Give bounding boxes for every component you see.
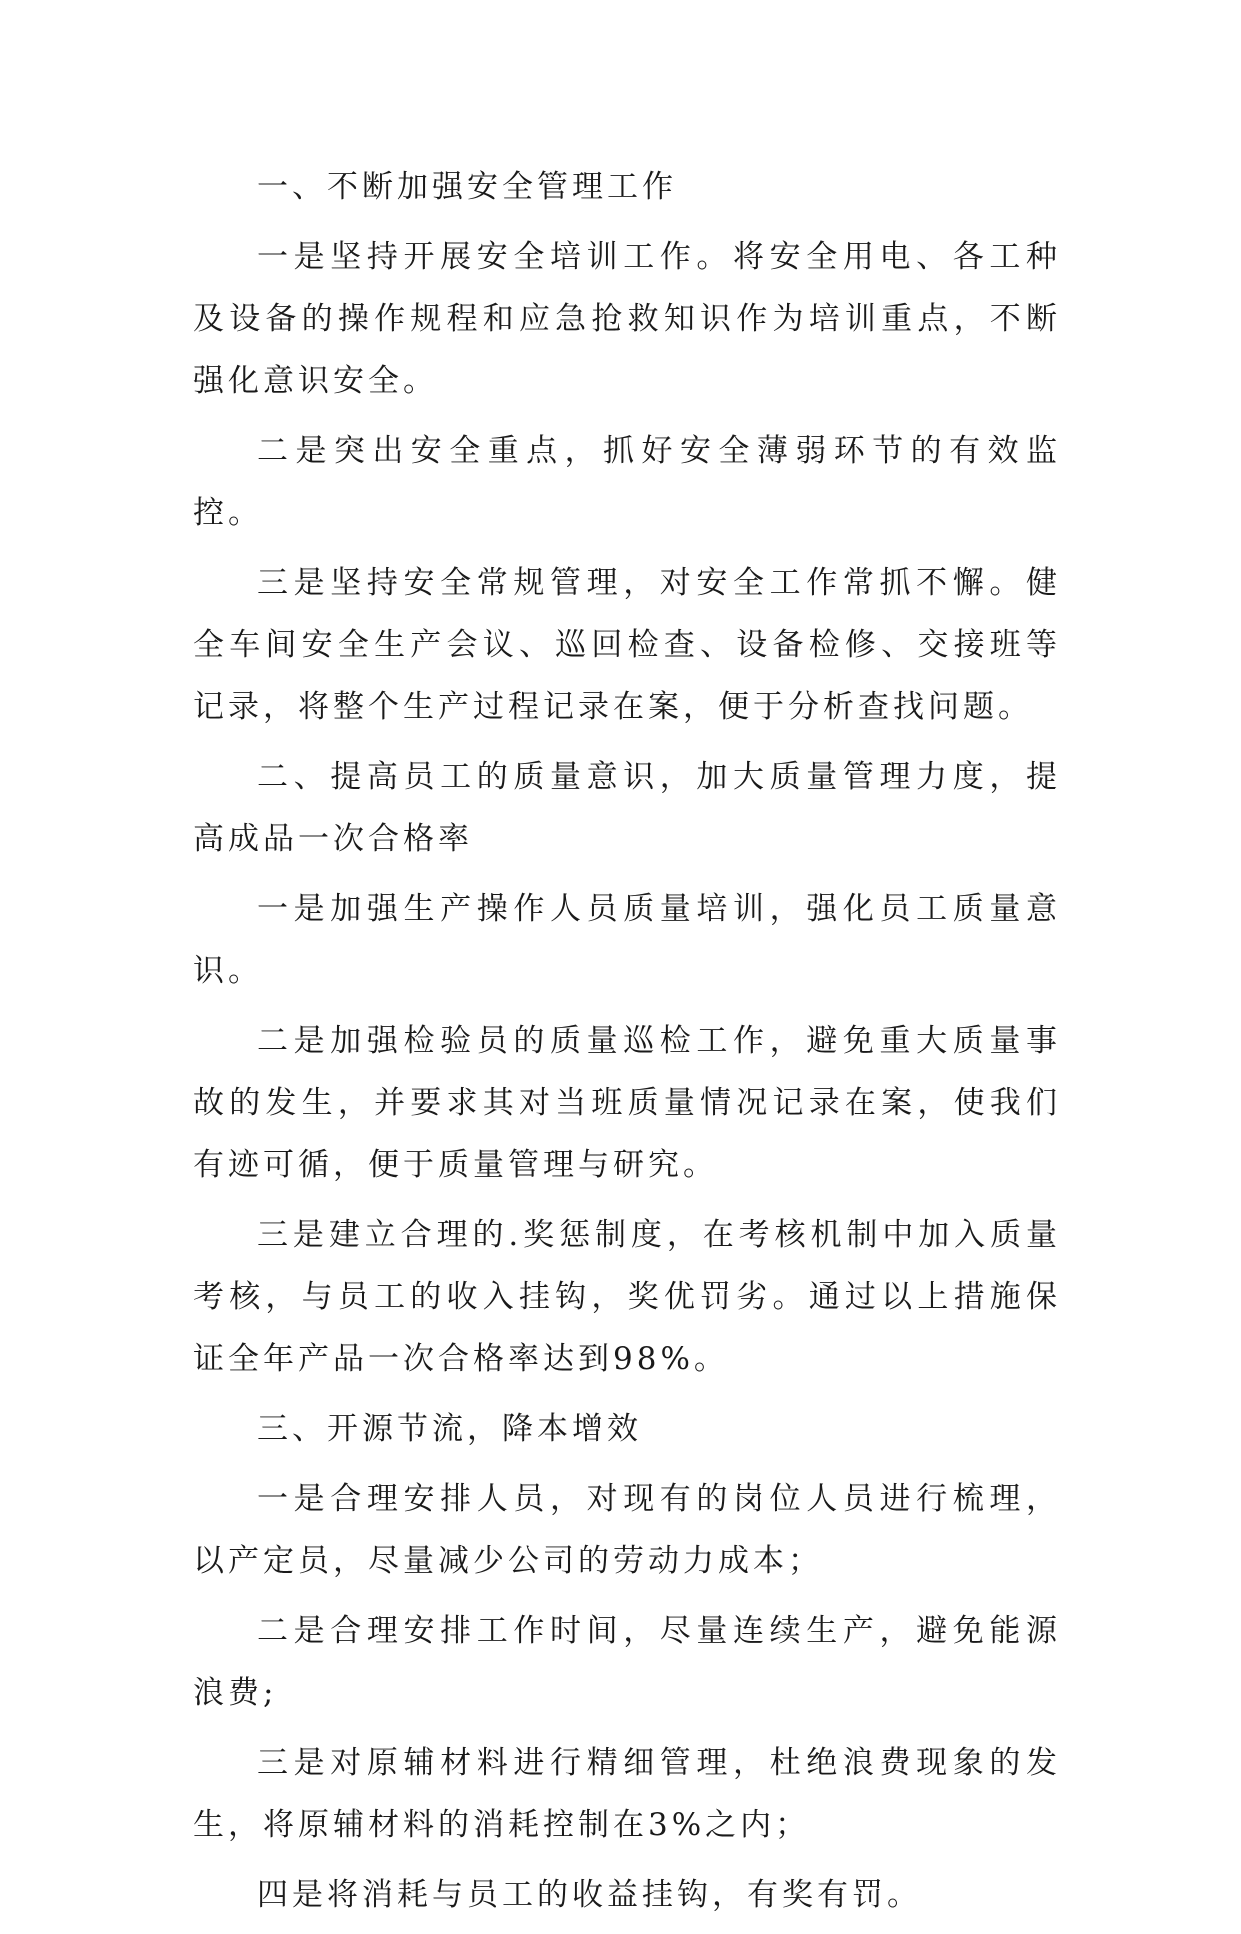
section-heading-safety: 一、不断加强安全管理工作 — [257, 169, 677, 205]
section-heading-quality: 二、提高员工的质量意识，加大质量管理力度，提高成品一次合格率 — [193, 759, 1061, 857]
paragraph-cost-scheduling: 二是合理安排工作时间，尽量连续生产，避免能源浪费; — [193, 1613, 1061, 1711]
paragraph-cost-incentives: 四是将消耗与员工的收益挂钩，有奖有罚。 — [257, 1877, 922, 1913]
paragraph-quality-inspection: 二是加强检验员的质量巡检工作，避免重大质量事故的发生，并要求其对当班质量情况记录在案，使我们有迹可循，便于质量管理与研究。 — [193, 1023, 1061, 1183]
paragraph-safety-routine: 三是坚持安全常规管理，对安全工作常抓不懈。健全车间安全生产会议、巡回检查、设备检修、交接班等记录，将整个生产过程记录在案，便于分析查找问题。 — [193, 565, 1061, 725]
paragraph-cost-staffing: 一是合理安排人员，对现有的岗位人员进行梳理，以产定员，尽量减少公司的劳动力成本； — [193, 1481, 1061, 1579]
document-body — [193, 156, 1061, 1934]
section-heading-cost: 三、开源节流，降本增效 — [257, 1411, 642, 1447]
paragraph-quality-training: 一是加强生产操作人员质量培训，强化员工质量意识。 — [193, 891, 1061, 989]
paragraph-quality-incentives: 三是建立合理的.奖惩制度，在考核机制中加入质量考核，与员工的收入挂钩，奖优罚劣。通过以上措施保证全年产品一次合格率达到98%。 — [193, 1217, 1061, 1377]
paragraph-safety-training: 一是坚持开展安全培训工作。将安全用电、各工种及设备的操作规程和应急抢救知识作为培训重点，不断强化意识安全。 — [193, 239, 1061, 399]
paragraph-safety-focus: 二是突出安全重点，抓好安全薄弱环节的有效监控。 — [193, 433, 1061, 531]
paragraph-cost-materials: 三是对原辅材料进行精细管理，杜绝浪费现象的发生，将原辅材料的消耗控制在3%之内； — [193, 1745, 1061, 1843]
